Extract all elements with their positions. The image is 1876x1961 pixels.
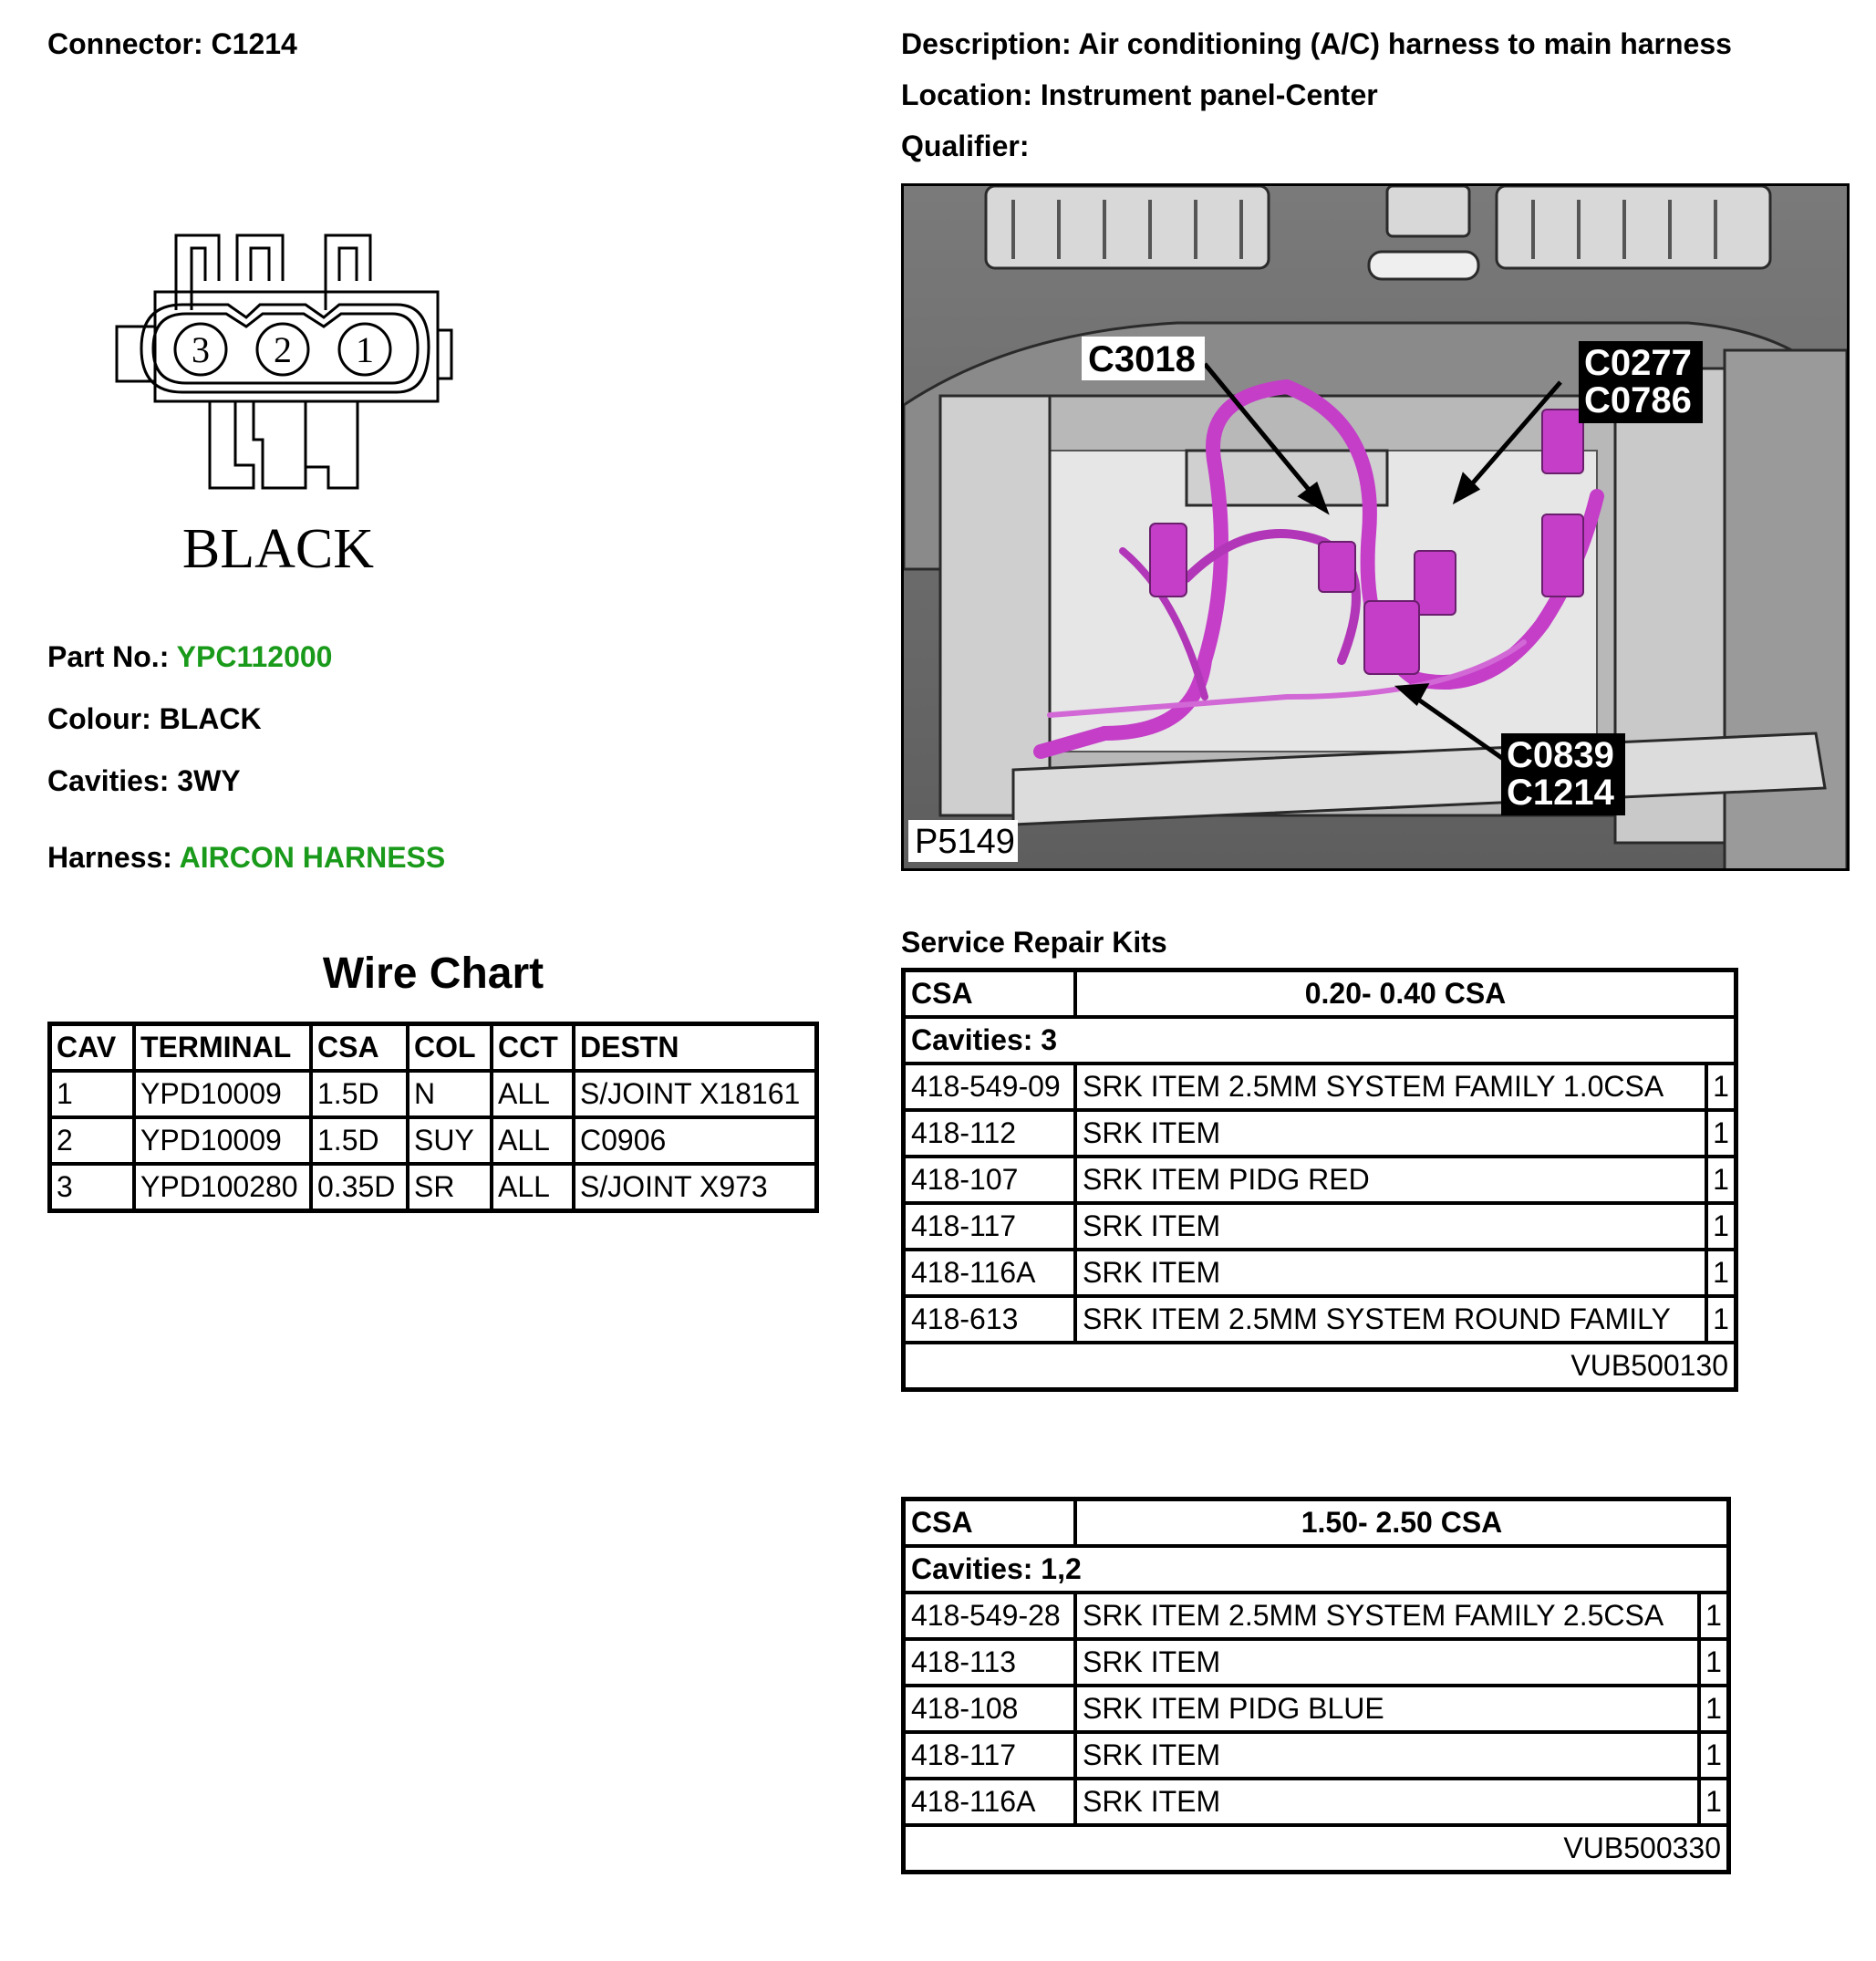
table-row (904, 1296, 1736, 1343)
description-value: Air conditioning (A/C) harness to main harness (1078, 27, 1732, 60)
table-row (50, 1117, 817, 1164)
cell-cct: ALL (492, 1164, 574, 1211)
kit-item-qty: 1 (1706, 1110, 1736, 1157)
repair-kit-table-2 (901, 1497, 1731, 1874)
kit-item-qty: 1 (1699, 1732, 1729, 1779)
cell-terminal: YPD10009 (134, 1117, 311, 1164)
callout-c3018: C3018 (1088, 339, 1196, 379)
harness-line (47, 841, 445, 875)
kit-item-desc: SRK ITEM (1075, 1732, 1699, 1779)
harness-label: Harness: (47, 841, 172, 874)
kit-item-code: 418-116A (904, 1250, 1076, 1296)
kit-item-qty: 1 (1699, 1779, 1729, 1825)
cell-cct: ALL (492, 1117, 574, 1164)
kit-cavities-row (904, 1546, 1729, 1593)
kit-ref: VUB500330 (904, 1825, 1729, 1873)
cell-terminal: YPD10009 (134, 1071, 311, 1117)
kit-item-code: 418-549-28 (904, 1593, 1076, 1639)
kit-item-qty: 1 (1706, 1296, 1736, 1343)
kit-item-code: 418-107 (904, 1157, 1076, 1203)
kit-item-desc: SRK ITEM (1075, 1250, 1706, 1296)
table-row (904, 1732, 1729, 1779)
connector-label: Connector: (47, 27, 203, 60)
cell-cav: 3 (50, 1164, 135, 1211)
wire-chart-header-row (50, 1024, 817, 1072)
cell-col: N (408, 1071, 492, 1117)
repair-kit-table-1 (901, 968, 1738, 1392)
kit-ref-row (904, 1343, 1736, 1390)
callout-c1214: C1214 (1507, 773, 1614, 813)
kit-cavities: Cavities: 1,2 (904, 1546, 1729, 1593)
kit-cavities-row (904, 1017, 1736, 1064)
harness-value[interactable]: AIRCON HARNESS (179, 841, 446, 874)
cell-col: SUY (408, 1117, 492, 1164)
wire-chart-table (47, 1022, 819, 1213)
location-photo (901, 183, 1850, 871)
kit-item-desc: SRK ITEM 2.5MM SYSTEM FAMILY 1.0CSA (1075, 1064, 1706, 1110)
cavities-value: 3WY (177, 764, 241, 797)
kit-item-qty: 1 (1699, 1686, 1729, 1732)
callout-c0839: C0839 (1507, 735, 1614, 775)
kit-csa-range: 1.50- 2.50 CSA (1075, 1499, 1729, 1547)
kit-item-qty: 1 (1699, 1639, 1729, 1686)
table-row (50, 1164, 817, 1211)
part-no-label: Part No.: (47, 640, 170, 673)
description-label: Description: (901, 27, 1072, 60)
table-row (904, 1250, 1736, 1296)
kit-item-code: 418-112 (904, 1110, 1076, 1157)
table-row (904, 1686, 1729, 1732)
colour-value: BLACK (159, 702, 262, 735)
kit-item-desc: SRK ITEM PIDG BLUE (1075, 1686, 1699, 1732)
kit-item-desc: SRK ITEM 2.5MM SYSTEM FAMILY 2.5CSA (1075, 1593, 1699, 1639)
connector-line (47, 27, 297, 61)
callout-c0786: C0786 (1584, 380, 1692, 420)
pin-label-3: 3 (192, 329, 210, 370)
figure-id: P5149 (915, 823, 1015, 861)
kit-csa-label: CSA (904, 1499, 1076, 1547)
kit-item-code: 418-108 (904, 1686, 1076, 1732)
kit-csa-row (904, 970, 1736, 1018)
col-header-destn: DESTN (574, 1024, 817, 1072)
cell-csa: 1.5D (311, 1117, 408, 1164)
table-row (904, 1064, 1736, 1110)
colour-label: Colour: (47, 702, 151, 735)
kit-item-qty: 1 (1706, 1157, 1736, 1203)
kit-item-qty: 1 (1699, 1593, 1729, 1639)
callout-c0277: C0277 (1584, 343, 1692, 383)
table-row (904, 1639, 1729, 1686)
kit-cavities: Cavities: 3 (904, 1017, 1736, 1064)
kit-item-desc: SRK ITEM (1075, 1639, 1699, 1686)
part-no-value[interactable]: YPC112000 (176, 640, 333, 673)
kit-item-code: 418-117 (904, 1203, 1076, 1250)
kit-item-desc: SRK ITEM 2.5MM SYSTEM ROUND FAMILY (1075, 1296, 1706, 1343)
cell-col: SR (408, 1164, 492, 1211)
kit-item-code: 418-549-09 (904, 1064, 1076, 1110)
kit-csa-range: 0.20- 0.40 CSA (1075, 970, 1736, 1018)
pin-label-2: 2 (274, 329, 292, 370)
table-row (50, 1071, 817, 1117)
kit-item-desc: SRK ITEM (1075, 1110, 1706, 1157)
col-header-col: COL (408, 1024, 492, 1072)
kit-csa-row (904, 1499, 1729, 1547)
kit-item-desc: SRK ITEM PIDG RED (1075, 1157, 1706, 1203)
location-label: Location: (901, 78, 1032, 111)
cell-cav: 1 (50, 1071, 135, 1117)
col-header-csa: CSA (311, 1024, 408, 1072)
cell-destn: S/JOINT X973 (574, 1164, 817, 1211)
service-repair-kits-title: Service Repair Kits (901, 926, 1167, 959)
connector-colour-text: BLACK (181, 518, 375, 580)
cavities-line (47, 764, 241, 798)
table-row (904, 1593, 1729, 1639)
colour-line (47, 702, 262, 736)
pin-label-1: 1 (356, 329, 374, 370)
location-value: Instrument panel-Center (1040, 78, 1378, 111)
col-header-cav: CAV (50, 1024, 135, 1072)
part-no-line (47, 640, 332, 674)
cell-destn: S/JOINT X18161 (574, 1071, 817, 1117)
kit-item-code: 418-117 (904, 1732, 1076, 1779)
cell-csa: 0.35D (311, 1164, 408, 1211)
table-row (904, 1110, 1736, 1157)
kit-item-desc: SRK ITEM (1075, 1203, 1706, 1250)
wire-chart-title: Wire Chart (322, 949, 544, 998)
col-header-terminal: TERMINAL (134, 1024, 311, 1072)
table-row (904, 1203, 1736, 1250)
cell-terminal: YPD100280 (134, 1164, 311, 1211)
kit-item-code: 418-113 (904, 1639, 1076, 1686)
table-row (904, 1157, 1736, 1203)
cell-cct: ALL (492, 1071, 574, 1117)
kit-item-code: 418-116A (904, 1779, 1076, 1825)
kit-ref-row (904, 1825, 1729, 1873)
kit-ref: VUB500130 (904, 1343, 1736, 1390)
kit-item-qty: 1 (1706, 1250, 1736, 1296)
cell-destn: C0906 (574, 1117, 817, 1164)
kit-csa-label: CSA (904, 970, 1076, 1018)
table-row (904, 1779, 1729, 1825)
kit-item-desc: SRK ITEM (1075, 1779, 1699, 1825)
description-line (901, 27, 1732, 61)
kit-item-qty: 1 (1706, 1203, 1736, 1250)
connector-value: C1214 (211, 27, 297, 60)
connector-face-diagram (100, 228, 456, 584)
col-header-cct: CCT (492, 1024, 574, 1072)
cell-csa: 1.5D (311, 1071, 408, 1117)
cavities-label: Cavities: (47, 764, 170, 797)
cell-cav: 2 (50, 1117, 135, 1164)
location-line (901, 78, 1378, 112)
kit-item-qty: 1 (1706, 1064, 1736, 1110)
qualifier-label: Qualifier: (901, 130, 1030, 162)
kit-item-code: 418-613 (904, 1296, 1076, 1343)
